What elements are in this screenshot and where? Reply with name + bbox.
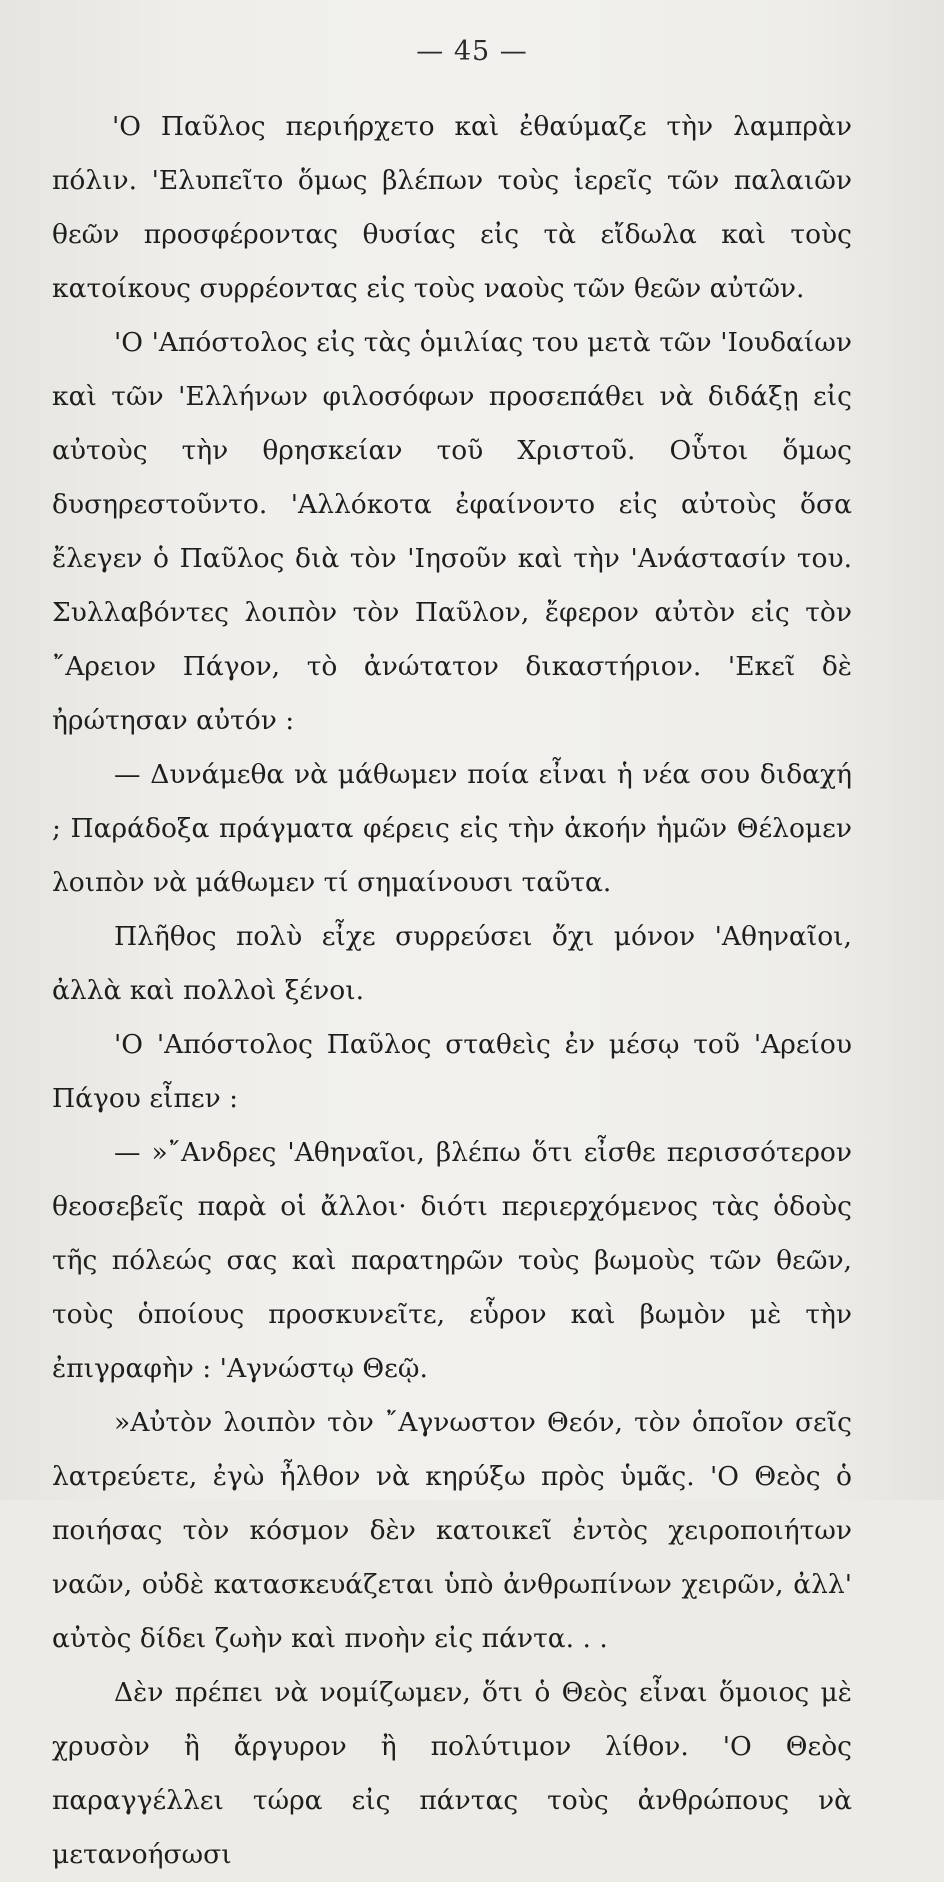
paragraph-3: — Δυνάμεθα νὰ μάθωμεν ποία εἶναι ἡ νέα σου διδαχή ; Παράδοξα πράγματα φέρεις εἰς τὴν ἀκοήν ἡμῶν Θέλομεν λοιπὸν νὰ μάθωμεν τί σημαίνουσι ταῦτα. — [52, 759, 852, 898]
paragraph-4: Πλῆθος πολὺ εἶχε συρρεύσει ὄχι μόνον 'Αθηναῖοι, ἀλλὰ καὶ πολλοὶ ξένοι. — [52, 921, 852, 1006]
page-number: — 45 — — [416, 36, 528, 67]
paragraph-6: — »῎Ανδρες 'Αθηναῖοι, βλέπω ὅτι εἶσθε περισσότερον θεοσεβεῖς παρὰ οἱ ἄλλοι· διότι περιερχόμενος τὰς ὁδοὺς τῆς πόλεώς σας καὶ παρατηρῶν τοὺς βωμοὺς τῶν θεῶν, τοὺς ὁποίους προσκυνεῖτε, εὗρον καὶ βωμὸν μὲ τὴν ἐπιγραφὴν : 'Αγνώστῳ Θεῷ. — [52, 1137, 852, 1384]
text-body — [52, 100, 852, 1882]
paragraph-2: 'Ο 'Απόστολος εἰς τὰς ὁμιλίας του μετὰ τῶν 'Ιουδαίων καὶ τῶν 'Ελλήνων φιλοσόφων προσεπάθει νὰ διδάξῃ εἰς αὐτοὺς τὴν θρησκείαν τοῦ Χριστοῦ. Οὗτοι ὅμως δυσηρεστοῦντο. 'Αλλόκοτα ἐφαίνοντο εἰς αὐτοὺς ὅσα ἔλεγεν ὁ Παῦλος διὰ τὸν 'Ιησοῦν καὶ τὴν 'Ανάστασίν του. Συλλαβόντες λοιπὸν τὸν Παῦλον, ἔφερον αὐτὸν εἰς τὸν ῎Αρειον Πάγον, τὸ ἀνώτατον δικαστήριον. 'Εκεῖ δὲ ἠρώτησαν αὐτόν : — [52, 327, 852, 736]
paragraph-5: 'Ο 'Απόστολος Παῦλος σταθεὶς ἐν μέσῳ τοῦ 'Αρείου Πάγου εἶπεν : — [52, 1029, 852, 1114]
paragraph-7: »Αὐτὸν λοιπὸν τὸν ῎Αγνωστον Θεόν, τὸν ὁποῖον σεῖς λατρεύετε, ἐγὼ ἦλθον νὰ κηρύξω πρὸς ὑμᾶς. 'Ο Θεὸς ὁ ποιήσας τὸν κόσμον δὲν κατοικεῖ ἐντὸς χειροποιήτων ναῶν, οὐδὲ κατασκευάζεται ὑπὸ ἀνθρωπίνων χειρῶν, ἀλλ' αὐτὸς δίδει ζωὴν καὶ πνοὴν εἰς πάντα. . . — [52, 1407, 852, 1654]
paragraph-8: Δὲν πρέπει νὰ νομίζωμεν, ὅτι ὁ Θεὸς εἶναι ὅμοιος μὲ χρυσὸν ἢ ἄργυρον ἢ πολύτιμον λίθον. 'Ο Θεὸς παραγγέλλει τώρα εἰς πάντας τοὺς ἀνθρώπους νὰ μετανοήσωσι — [52, 1677, 852, 1870]
paragraph-1: 'Ο Παῦλος περιήρχετο καὶ ἐθαύμαζε τὴν λαμπρὰν πόλιν. 'Ελυπεῖτο ὅμως βλέπων τοὺς ἱερεῖς τῶν παλαιῶν θεῶν προσφέροντας θυσίας εἰς τὰ εἴδωλα καὶ τοὺς κατοίκους συρρέοντας εἰς τοὺς ναοὺς τῶν θεῶν αὐτῶν. — [52, 111, 852, 304]
